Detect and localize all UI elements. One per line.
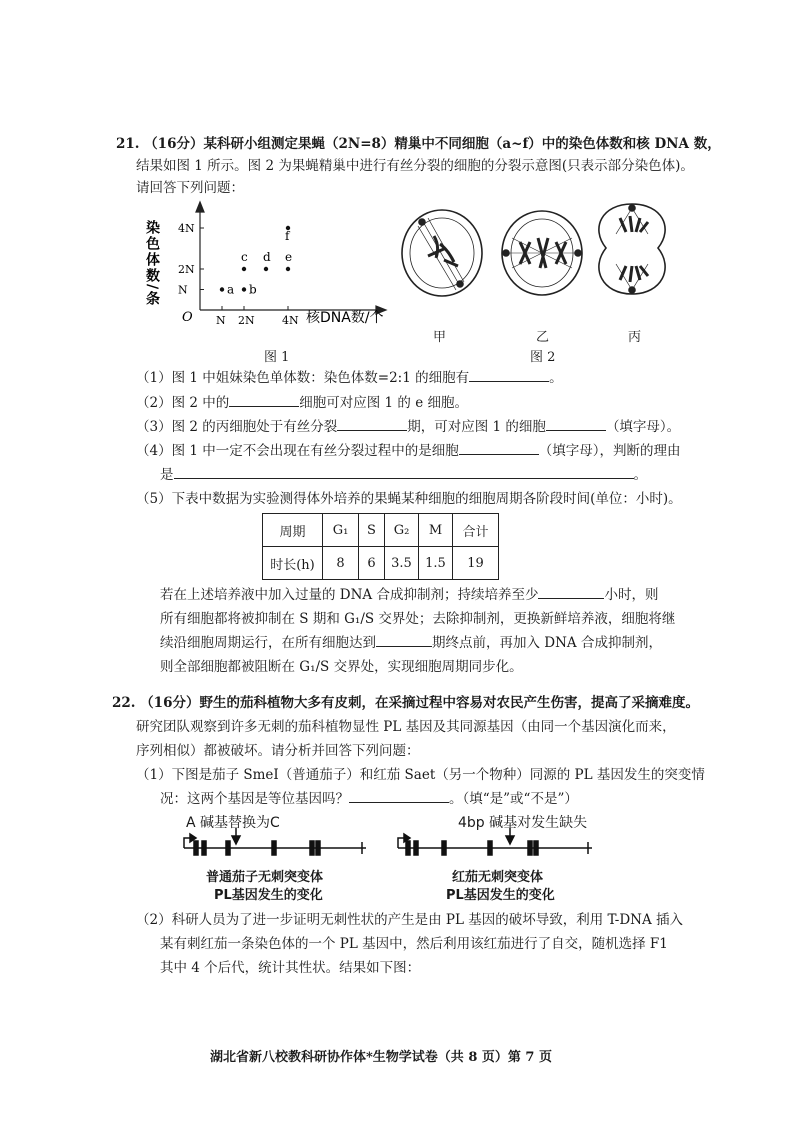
- cell-cycle-table: [262, 513, 499, 580]
- table-cell: 3.5: [385, 547, 419, 580]
- y-tick-label: 2N: [178, 263, 195, 276]
- data-point-b: [242, 287, 246, 291]
- q21-sub3: （3）图 2 的丙细胞处于有丝分裂 期，可对应图 1 的细胞 （填字母）。: [136, 419, 681, 435]
- table-cell: 时长(h): [263, 547, 323, 580]
- x-tick-label: N: [216, 314, 226, 327]
- exon: [528, 841, 532, 855]
- q21-line3: 请回答下列问题：: [136, 180, 244, 196]
- table-header-cell: G₂: [385, 514, 419, 547]
- q22-line3: 序列相似）都被破坏。请分析并回答下列问题：: [136, 743, 420, 759]
- data-point-e: [286, 267, 290, 271]
- answer-blank-5a[interactable]: [538, 585, 604, 599]
- table-header-cell: 合计: [453, 514, 499, 547]
- q21-header: 21. （16分）某科研小组测定果蝇（2N=8）精巢中不同细胞（a~f）中的染色体数和核 DNA 数，: [116, 136, 721, 152]
- exon: [414, 841, 418, 855]
- cell-bing: [599, 204, 665, 294]
- q21-sub1: （1）图 1 中姐妹染色单体数：染色体数=2:1 的细胞有 。: [136, 370, 563, 386]
- cell-jia: [402, 210, 482, 296]
- answer-blank-3b[interactable]: [546, 417, 606, 431]
- data-point-a: [220, 287, 224, 291]
- q22-sub2c: 其中 4 个后代，统计其性状。结果如下图：: [160, 960, 421, 976]
- exon: [226, 841, 230, 855]
- data-label-b: b: [249, 282, 257, 297]
- fig2-label-yi: 乙: [536, 330, 550, 345]
- answer-blank-1[interactable]: [469, 368, 549, 382]
- cell-yi: [502, 211, 582, 295]
- figure-1: [140, 198, 390, 368]
- table-header-cell: G₁: [323, 514, 359, 547]
- exon: [442, 841, 446, 855]
- answer-blank-22-1[interactable]: [349, 789, 449, 803]
- q21-sub2: （2）图 2 中的 细胞可对应图 1 的 e 细胞。: [136, 395, 469, 411]
- q21-line2: 结果如图 1 所示。图 2 为果蝇精巢中进行有丝分裂的细胞的分裂示意图(只表示部分染色体)。: [136, 158, 694, 174]
- exon: [406, 841, 410, 855]
- table-cell: 6: [359, 547, 385, 580]
- q22-sub2a: （2）科研人员为了进一步证明无刺性状的产生是由 PL 基因的破坏导致，利用 T-DNA 插入: [136, 912, 684, 928]
- gene-right-title: 4bp 碱基对发生缺失: [458, 815, 588, 831]
- exon: [202, 841, 206, 855]
- q21-para3: 续沿细胞周期运行，在所有细胞达到 期终点前，再加入 DNA 合成抑制剂，: [160, 635, 662, 651]
- data-label-d: d: [263, 250, 271, 264]
- answer-blank-5b[interactable]: [376, 633, 432, 647]
- fig2-label-bing: 丙: [628, 330, 642, 345]
- table-cell: 1.5: [419, 547, 453, 580]
- answer-blank-3a[interactable]: [337, 417, 407, 431]
- table-header-row: [263, 514, 499, 547]
- data-point-c: [242, 267, 246, 271]
- exon: [194, 841, 198, 855]
- table-row: [263, 547, 499, 580]
- y-tick-label: N: [178, 283, 188, 297]
- fig1-ylabel: 染色体数/条: [144, 220, 160, 308]
- exon: [310, 841, 314, 855]
- gene-left-title: A 碱基替换为C: [186, 815, 280, 831]
- table-header-cell: S: [359, 514, 385, 547]
- q21-sub5: （5）下表中数据为实验测得体外培养的果蝇某种细胞的细胞周期各阶段时间(单位：小时)。: [136, 491, 682, 507]
- table-header-cell: 周期: [263, 514, 323, 547]
- gene-left-caption-2: PL基因发生的变化: [214, 888, 323, 903]
- table-header-cell: M: [419, 514, 453, 547]
- answer-blank-4b[interactable]: [174, 465, 634, 479]
- q21-sub4-cont: 是 。: [160, 467, 647, 483]
- exon: [316, 841, 320, 855]
- data-label-f: f: [285, 229, 290, 243]
- answer-blank-4a[interactable]: [459, 441, 539, 455]
- table-cell: 19: [453, 547, 499, 580]
- q21-sub4: （4）图 1 中一定不会出现在有丝分裂过程中的是细胞 （填字母），判断的理由: [136, 443, 681, 459]
- gene-right-caption-1: 红茄无刺突变体: [452, 870, 544, 885]
- y-axis-arrow: [196, 202, 204, 212]
- data-label-c: c: [241, 250, 248, 264]
- fig1-caption: 图 1: [264, 350, 290, 365]
- mutation-arrowhead-left: [232, 836, 240, 844]
- fig1-origin: O: [182, 310, 193, 325]
- exon: [488, 841, 492, 855]
- table-cell: 8: [323, 547, 359, 580]
- fig2-label-jia: 甲: [433, 330, 447, 345]
- gene-left-caption-1: 普通茄子无刺突变体: [206, 870, 324, 885]
- data-label-a: a: [227, 282, 235, 297]
- q22-header: 22. （16分）野生的茄科植物大多有皮刺，在采摘过程中容易对农民产生伤害，提高了采摘难度。: [112, 695, 699, 711]
- q22-sub1a: （1）下图是茄子 SmeI（普通茄子）和红茄 Saet（另一个物种）同源的 PL 基因发生的突变情: [136, 767, 705, 783]
- x-tick-label: 4N: [282, 314, 299, 327]
- q21-para2: 所有细胞都将被抑制在 S 期和 G₁/S 交界处；去除抑制剂，更换新鲜培养液，细胞将继: [160, 611, 676, 627]
- gene-right-caption-2: PL基因发生的变化: [446, 888, 555, 903]
- data-point-d: [264, 267, 268, 271]
- q22-sub1b: 况：这两个基因是等位基因吗？ 。（填“是”或“不是”）: [160, 791, 578, 807]
- fig2-caption: 图 2: [530, 350, 556, 365]
- q22-sub2b: 某有刺红茄一条染色体的一个 PL 基因中，然后利用该红茄进行了自交，随机选择 F1: [160, 936, 668, 952]
- exon: [534, 841, 538, 855]
- q22-line2: 研究团队观察到许多无刺的茄科植物显性 PL 基因及其同源基因（由同一个基因演化而来，: [136, 719, 676, 735]
- mutation-arrowhead-right: [506, 836, 514, 844]
- gene-diagram: [176, 828, 616, 868]
- q21-para1: 若在上述培养液中加入过量的 DNA 合成抑制剂；持续培养至少 小时，则: [160, 587, 659, 603]
- answer-blank-2[interactable]: [229, 393, 299, 407]
- fig1-xlabel: 核DNA数/个: [306, 310, 384, 326]
- page-footer: 湖北省新八校教科研协作体*生物学试卷（共 8 页）第 7 页: [210, 1050, 552, 1065]
- exon: [272, 841, 276, 855]
- y-tick-label: 4N: [178, 222, 195, 235]
- data-label-e: e: [285, 250, 293, 264]
- q21-para4: 则全部细胞都被阻断在 G₁/S 交界处，实现细胞周期同步化。: [160, 659, 523, 675]
- x-tick-label: 2N: [238, 314, 255, 327]
